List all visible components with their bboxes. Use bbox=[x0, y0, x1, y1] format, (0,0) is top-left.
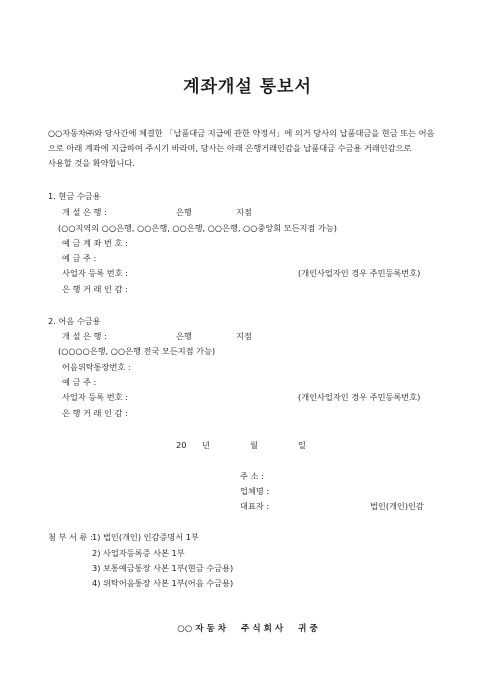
attachment-item: 1) 법인(개인) 인감증명서 1부 bbox=[92, 532, 199, 542]
section2-heading: 2. 어음 수금용 bbox=[48, 316, 101, 326]
section2-bank-unit: 은행 bbox=[176, 331, 192, 341]
section1-heading: 1. 현금 수금용 bbox=[48, 191, 101, 201]
section1-bank-note: (○○지역의 ○○은행, ○○은행, ○○은행, ○○은행, ○○중앙회 모든지점 가능) bbox=[58, 223, 337, 233]
signer-rep-label: 대표자 : bbox=[240, 501, 270, 511]
date-day-unit: 일 bbox=[298, 440, 306, 450]
section1-holder-label: 예 금 주 : bbox=[62, 253, 97, 263]
intro-line-2: 으로 아래 계좌에 지급하여 주시기 바라며, 당사는 아래 은행거래인감을 납품대금 수금용 거래인감으로 bbox=[48, 143, 412, 153]
date-year: 20 bbox=[176, 440, 187, 450]
attachment-item: 2) 사업자등록증 사본 1부 bbox=[92, 548, 185, 558]
attachment-item: 4) 위탁어음통장 사본 1부(어음 수금용) bbox=[92, 578, 234, 588]
signer-address-label: 주 소 : bbox=[240, 471, 264, 481]
section2-bizno-note: (개인사업자인 경우 주민등록번호) bbox=[298, 392, 421, 402]
section1-bank-label: 개 설 은 행 : bbox=[62, 207, 107, 217]
attachment-item: 3) 보통예금통장 사본 1부(현금 수금용) bbox=[92, 563, 234, 573]
section2-bank-label: 개 설 은 행 : bbox=[62, 331, 107, 341]
date-month-unit: 월 bbox=[250, 440, 258, 450]
signer-company-label: 업체명 : bbox=[240, 486, 270, 496]
section2-seal-label: 은 행 거 래 인 감 : bbox=[62, 408, 128, 418]
date-year-unit: 년 bbox=[202, 440, 210, 450]
intro-line-3: 사용할 것을 확약합니다. bbox=[48, 158, 135, 168]
intro-line-1: ○○자동차㈜와 당사간에 체결한 「납품대금 지급에 관한 약정서」에 의거 당사의 납품대금을 현금 또는 어음 bbox=[48, 128, 435, 138]
attachments-label: 첨 부 서 류 : bbox=[48, 532, 93, 542]
section1-branch-unit: 지점 bbox=[236, 207, 252, 217]
section1-bizno-note: (개인사업자인 경우 주민등록번호) bbox=[298, 268, 421, 278]
section1-seal-label: 은 행 거 래 인 감 : bbox=[62, 284, 128, 294]
document-title: 계좌개설 통보서 bbox=[183, 77, 312, 97]
section2-bizno-label: 사업자 등록 번호 : bbox=[62, 392, 128, 402]
section1-bank-unit: 은행 bbox=[176, 207, 192, 217]
section1-account-label: 예 금 계 좌 번 호 : bbox=[62, 238, 128, 248]
signer-seal-note: 법인(개인)인감 bbox=[370, 501, 424, 511]
section2-holder-label: 예 금 주 : bbox=[62, 377, 97, 387]
section2-account-label: 어음위탁통장번호 : bbox=[62, 362, 131, 372]
recipient-line: ○○ 자 동 차 주 식 회 사 귀 중 bbox=[177, 624, 318, 634]
section2-branch-unit: 지점 bbox=[236, 331, 252, 341]
section1-bizno-label: 사업자 등록 번호 : bbox=[62, 268, 128, 278]
section2-bank-note: (○○○○은행, ○○은행 전국 모든지점 가능) bbox=[58, 346, 216, 356]
